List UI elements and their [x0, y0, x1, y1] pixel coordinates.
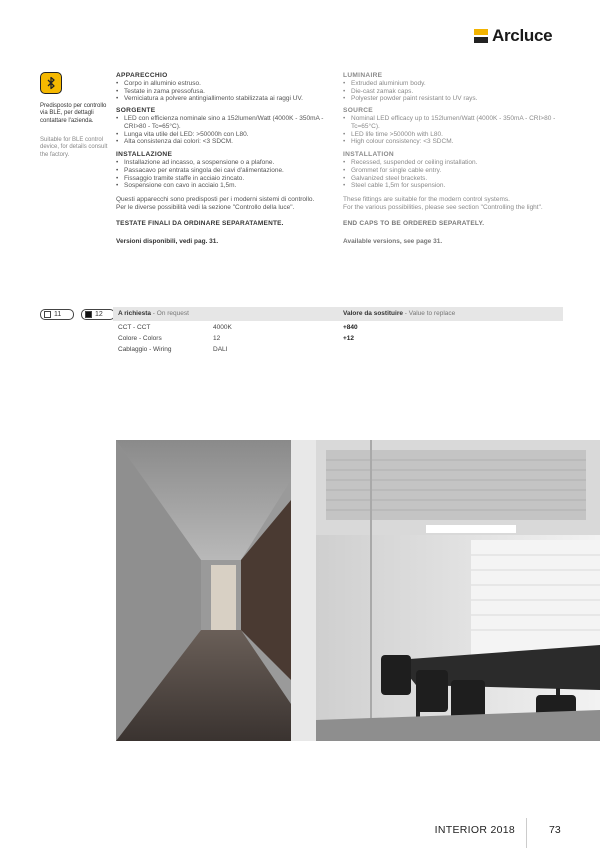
- installazione-list: [116, 159, 336, 190]
- list-item: • Passacavo per entrata singola dei cavi d'alimentazione.: [116, 167, 336, 175]
- brand-logo: [474, 26, 552, 46]
- list-item: • LED con efficienza nominale sino a 152lumen/Watt (4000K - 350mA - CRI>80 - Tc=65°C).: [116, 115, 336, 131]
- table-row: Colore - Colors 12 +12: [118, 335, 355, 342]
- list-item: • LED life time >50000h with L80.: [343, 131, 563, 139]
- version-code: 11: [54, 311, 62, 318]
- list-item: • Polyester powder paint resistant to UV rays.: [343, 95, 563, 103]
- brand-logo-mark-icon: [474, 29, 488, 43]
- header-on-request: A richiesta - On request: [118, 310, 189, 317]
- header-value-to-replace: Valore da sostituire - Value to replace: [343, 310, 456, 317]
- apparecchio-list: [116, 80, 336, 103]
- section-title: INSTALLATION: [343, 151, 394, 159]
- list-item: • Verniciatura a polvere antingiallimento stabilizzata ai raggi UV.: [116, 95, 336, 103]
- table-row: CCT - CCT 4000K +840: [118, 324, 358, 331]
- section-title: LUMINAIRE: [343, 72, 383, 79]
- black-swatch-icon: [85, 311, 92, 318]
- version-code: 12: [95, 311, 103, 318]
- white-swatch-icon: [44, 311, 51, 318]
- spec-column-en: [343, 72, 563, 245]
- versions-link[interactable]: Available versions, see page 31.: [343, 237, 443, 245]
- list-item: • Galvanized steel brackets.: [343, 175, 563, 183]
- section-title: SOURCE: [343, 107, 374, 115]
- list-item: • Nominal LED efficacy up to 152lumen/Watt (4000K - 350mA - CRI>80 - Tc=65°C).: [343, 115, 563, 131]
- version-swatches: [40, 309, 115, 320]
- list-item: • High colour consistency: <3 SDCM.: [343, 138, 563, 146]
- list-item: • Grommet for single cable entry.: [343, 167, 563, 175]
- list-item: • Installazione ad incasso, a sospensione o a plafone.: [116, 159, 336, 167]
- bluetooth-icon: [40, 72, 62, 94]
- section-title: SORGENTE: [116, 107, 156, 115]
- list-item: • Die-cast zamak caps.: [343, 88, 563, 96]
- control-note: These fittings are suitable for the modern control systems.: [343, 196, 510, 204]
- page-footer: [0, 818, 600, 848]
- ble-note-it: Predisposto per controllo via BLE, per dettagli contattare l'azienda.: [40, 103, 107, 124]
- options-table-header: [113, 307, 563, 321]
- control-note: Per le diverse possibilità vedi la sezione "Controllo della luce".: [116, 203, 295, 211]
- table-row: Cablaggio - Wiring DALI: [118, 346, 228, 353]
- source-list: [343, 115, 563, 146]
- list-item: • Fissaggio tramite staffe in acciaio zincato.: [116, 175, 336, 183]
- list-item: • Steel cable 1,5m for suspension.: [343, 182, 563, 190]
- version-11-option[interactable]: [40, 309, 74, 320]
- endcaps-note: END CAPS TO BE ORDERED SEPARATELY.: [343, 219, 485, 227]
- section-title: APPARECCHIO: [116, 72, 168, 79]
- list-item: • Alta consistenza dai colori: <3 SDCM.: [116, 138, 336, 146]
- control-note: Questi apparecchi sono predisposti per i moderni sistemi di controllo.: [116, 196, 315, 204]
- section-title: INSTALLAZIONE: [116, 151, 173, 159]
- installation-list: [343, 159, 563, 190]
- control-note: For the various possibilities, please see section "Controlling the light".: [343, 203, 543, 211]
- list-item: • Sospensione con cavo in acciaio 1,5m.: [116, 182, 336, 190]
- sorgente-list: [116, 115, 336, 146]
- endcaps-note: TESTATE FINALI DA ORDINARE SEPARATAMENTE.: [116, 219, 284, 227]
- spec-column-it: [116, 72, 336, 245]
- catalog-label: INTERIOR 2018: [434, 824, 515, 836]
- list-item: • Lunga vita utile del LED: >50000h con L80.: [116, 131, 336, 139]
- list-item: • Recessed, suspended or ceiling installation.: [343, 159, 563, 167]
- list-item: • Testate in zama pressofusa.: [116, 88, 336, 96]
- page-number: 73: [549, 824, 561, 836]
- interior-photo: [116, 440, 600, 741]
- version-12-option[interactable]: [81, 309, 115, 320]
- brand-name: Arcluce: [492, 26, 553, 45]
- luminaire-list: [343, 80, 563, 103]
- list-item: • Extruded aluminium body.: [343, 80, 563, 88]
- ble-note-en: Suitable for BLE control device, for details consult the factory.: [40, 137, 108, 158]
- versions-link[interactable]: Versioni disponibili, vedi pag. 31.: [116, 237, 219, 245]
- list-item: • Corpo in alluminio estruso.: [116, 80, 336, 88]
- footer-divider: [526, 818, 527, 848]
